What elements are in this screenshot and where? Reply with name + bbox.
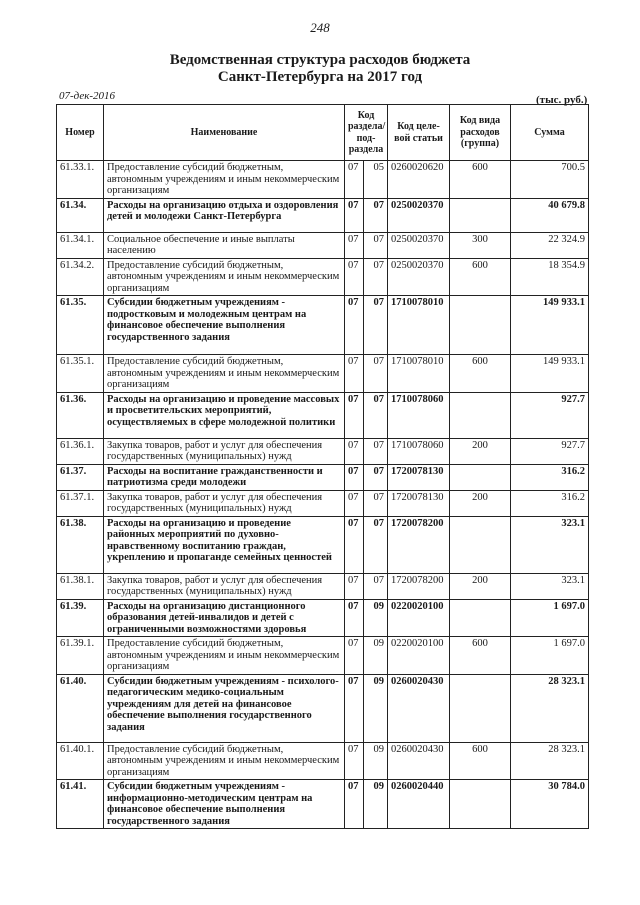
row-sum: 28 323.1 [511,674,589,742]
row-number: 61.39.1. [57,637,104,675]
row-target-code: 0220020100 [388,599,450,637]
row-target-code: 0260020430 [388,742,450,780]
row-number: 61.34.2. [57,258,104,296]
row-expense-type [450,392,511,438]
title-line-2: Санкт-Петербурга на 2017 год [217,69,423,85]
row-section: 07 [345,516,364,573]
row-expense-type: 200 [450,490,511,516]
row-number: 61.36.1. [57,438,104,464]
table-row [57,573,589,599]
row-subsection: 07 [364,438,388,464]
row-expense-type [450,516,511,573]
row-subsection: 07 [364,392,388,438]
row-subsection: 07 [364,355,388,393]
row-target-code: 0250020370 [388,232,450,258]
row-sum: 40 679.8 [511,198,589,232]
row-name: Расходы на организацию дистанционного образования детей-инвалидов и детей с ограниченными возможностями здоровья [104,599,345,637]
row-number: 61.41. [57,780,104,829]
row-section: 07 [345,198,364,232]
header-expense-type: Код вида расходов (группа) [450,105,511,161]
table-row [57,637,589,675]
row-subsection: 09 [364,742,388,780]
row-number: 61.40. [57,674,104,742]
row-target-code: 0260020430 [388,674,450,742]
row-subsection: 07 [364,573,388,599]
table-row [57,161,589,199]
page-number: 248 [310,20,330,35]
row-expense-type [450,780,511,829]
row-target-code: 1710078010 [388,355,450,393]
row-expense-type: 600 [450,161,511,199]
row-sum: 28 323.1 [511,742,589,780]
header-number: Номер [57,105,104,161]
table-row [57,516,589,573]
row-number: 61.33.1. [57,161,104,199]
row-number: 61.38. [57,516,104,573]
row-expense-type [450,674,511,742]
row-section: 07 [345,490,364,516]
budget-table [56,104,589,829]
row-sum: 323.1 [511,516,589,573]
row-section: 07 [345,464,364,490]
table-row [57,392,589,438]
row-target-code: 1710078010 [388,296,450,355]
table-row [57,258,589,296]
row-name: Социальное обеспечение и иные выплаты населению [104,232,345,258]
row-section: 07 [345,392,364,438]
row-name: Расходы на организацию и проведение районных мероприятий по духовно-нравственному воспитанию граждан, укреплению и пропаганде семейных ценностей [104,516,345,573]
header-sum: Сумма [511,105,589,161]
row-section: 07 [345,637,364,675]
row-sum: 316.2 [511,464,589,490]
row-subsection: 07 [364,232,388,258]
row-target-code: 0260020620 [388,161,450,199]
row-name: Закупка товаров, работ и услуг для обеспечения государственных (муниципальных) нужд [104,490,345,516]
table-row [57,355,589,393]
row-name: Расходы на воспитание гражданственности и патриотизма среди молодежи [104,464,345,490]
row-sum: 18 354.9 [511,258,589,296]
row-number: 61.34.1. [57,232,104,258]
row-name: Предоставление субсидий бюджетным, автономным учреждениям и иным некоммерческим организациям [104,161,345,199]
units-label: (тыс. руб.) [536,94,588,106]
table-row [57,198,589,232]
document-title [0,52,640,86]
row-expense-type: 600 [450,355,511,393]
row-name: Субсидии бюджетным учреждениям - информационно-методическим центрам на финансовое обеспечение выполнения государственного задания [104,780,345,829]
row-subsection: 07 [364,198,388,232]
row-sum: 1 697.0 [511,599,589,637]
row-number: 61.35. [57,296,104,355]
row-target-code: 1720078130 [388,490,450,516]
row-section: 07 [345,232,364,258]
row-expense-type: 200 [450,573,511,599]
table-row [57,232,589,258]
row-name: Субсидии бюджетным учреждениям - психолого-педагогическим медико-социальным учреждениям для детей на финансовое обеспечение выполнения государственного задания [104,674,345,742]
row-target-code: 0250020370 [388,258,450,296]
row-target-code: 1710078060 [388,392,450,438]
row-number: 61.37. [57,464,104,490]
table-row [57,742,589,780]
row-section: 07 [345,258,364,296]
document-date: 07-дек-2016 [59,90,116,102]
row-expense-type: 200 [450,438,511,464]
row-sum: 927.7 [511,392,589,438]
row-target-code: 0250020370 [388,198,450,232]
table-row [57,464,589,490]
row-name: Закупка товаров, работ и услуг для обеспечения государственных (муниципальных) нужд [104,438,345,464]
row-sum: 22 324.9 [511,232,589,258]
row-number: 61.38.1. [57,573,104,599]
row-name: Предоставление субсидий бюджетным, автономным учреждениям и иным некоммерческим организациям [104,637,345,675]
row-section: 07 [345,438,364,464]
row-sum: 30 784.0 [511,780,589,829]
row-subsection: 09 [364,599,388,637]
row-sum: 149 933.1 [511,355,589,393]
row-target-code: 1720078200 [388,573,450,599]
row-expense-type: 600 [450,742,511,780]
row-target-code: 0220020100 [388,637,450,675]
row-subsection: 09 [364,674,388,742]
row-section: 07 [345,355,364,393]
row-number: 61.39. [57,599,104,637]
row-name: Расходы на организацию отдыха и оздоровления детей и молодежи Санкт-Петербурга [104,198,345,232]
row-expense-type: 600 [450,258,511,296]
table-row [57,490,589,516]
table-row [57,674,589,742]
row-expense-type [450,296,511,355]
row-target-code: 1720078200 [388,516,450,573]
table-row [57,780,589,829]
row-number: 61.35.1. [57,355,104,393]
table-row [57,438,589,464]
row-name: Субсидии бюджетным учреждениям - подростковым и молодежным центрам на финансовое обеспечение выполнения государственного задания [104,296,345,355]
row-subsection: 09 [364,637,388,675]
row-target-code: 0260020440 [388,780,450,829]
row-name: Предоставление субсидий бюджетным, автономным учреждениям и иным некоммерческим организациям [104,355,345,393]
row-section: 07 [345,161,364,199]
row-number: 61.37.1. [57,490,104,516]
row-name: Предоставление субсидий бюджетным, автономным учреждениям и иным некоммерческим организациям [104,258,345,296]
row-subsection: 09 [364,780,388,829]
table-header-row [57,105,589,161]
row-sum: 700.5 [511,161,589,199]
row-subsection: 05 [364,161,388,199]
row-expense-type: 600 [450,637,511,675]
header-section-code: Код раздела/ под-раздела [345,105,388,161]
row-expense-type [450,198,511,232]
row-sum: 149 933.1 [511,296,589,355]
table-row [57,296,589,355]
row-sum: 323.1 [511,573,589,599]
row-subsection: 07 [364,296,388,355]
row-expense-type [450,599,511,637]
row-sum: 1 697.0 [511,637,589,675]
row-section: 07 [345,742,364,780]
row-target-code: 1710078060 [388,438,450,464]
row-subsection: 07 [364,516,388,573]
row-section: 07 [345,674,364,742]
row-subsection: 07 [364,258,388,296]
row-number: 61.36. [57,392,104,438]
row-section: 07 [345,296,364,355]
row-name: Расходы на организацию и проведение массовых и просветительских мероприятий, осуществляемых в сфере молодежной политики [104,392,345,438]
row-section: 07 [345,573,364,599]
row-subsection: 07 [364,490,388,516]
row-number: 61.40.1. [57,742,104,780]
row-target-code: 1720078130 [388,464,450,490]
title-line-1: Ведомственная структура расходов бюджета [169,52,471,68]
header-target-code: Код целе-вой статьи [388,105,450,161]
header-name: Наименование [104,105,345,161]
table-row [57,599,589,637]
row-name: Предоставление субсидий бюджетным, автономным учреждениям и иным некоммерческим организациям [104,742,345,780]
row-sum: 927.7 [511,438,589,464]
row-name: Закупка товаров, работ и услуг для обеспечения государственных (муниципальных) нужд [104,573,345,599]
row-subsection: 07 [364,464,388,490]
row-number: 61.34. [57,198,104,232]
row-section: 07 [345,599,364,637]
row-sum: 316.2 [511,490,589,516]
row-section: 07 [345,780,364,829]
row-expense-type [450,464,511,490]
row-expense-type: 300 [450,232,511,258]
